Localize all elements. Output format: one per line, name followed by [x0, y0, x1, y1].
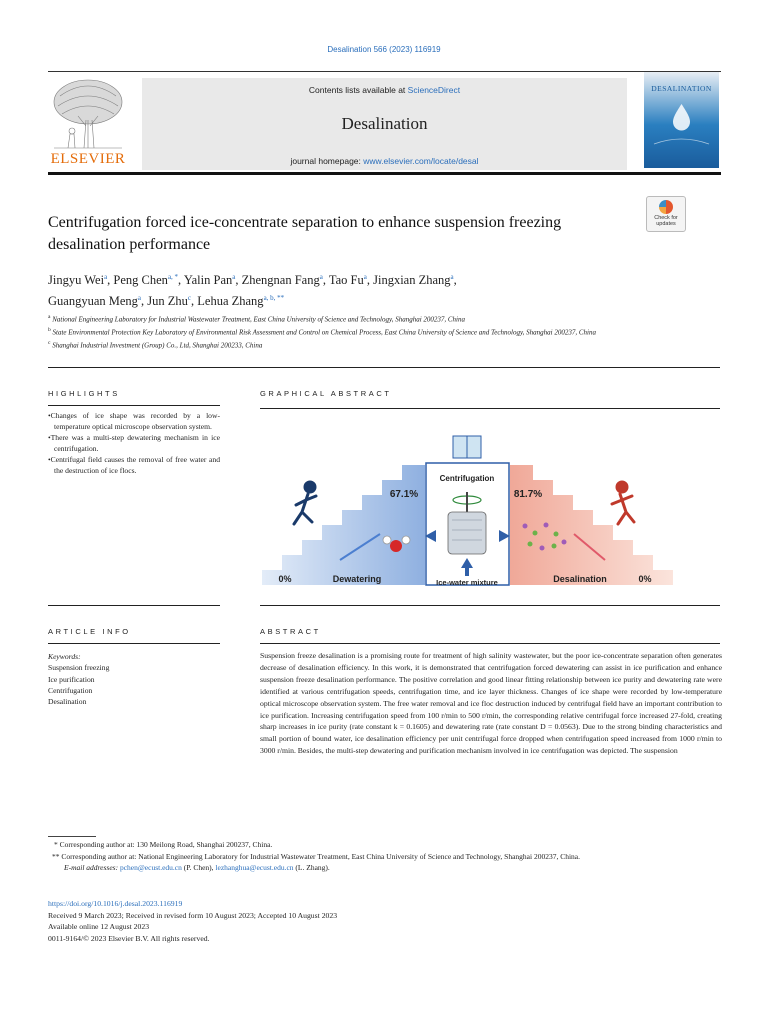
centrifuge-icon	[448, 492, 486, 554]
keyword-item: Desalination	[48, 697, 87, 707]
homepage-line	[142, 156, 627, 166]
elsevier-wordmark: ELSEVIER	[50, 151, 126, 167]
water-drop-icon	[644, 72, 719, 168]
desalination-staircase	[510, 465, 673, 585]
affiliation-text: Shanghai Industrial Investment (Group) Co., Ltd, Shanghai 200233, China	[52, 340, 263, 349]
runner-right-icon	[612, 482, 634, 524]
label-zero-left: 0%	[278, 574, 292, 584]
author-name[interactable]: Lehua Zhang	[197, 294, 264, 309]
check-for-updates-badge[interactable]	[646, 196, 686, 232]
author-name[interactable]: Jingxian Zhang	[373, 273, 451, 288]
email-who-chen: (P. Chen),	[181, 863, 216, 872]
email-label: E-mail addresses:	[64, 863, 119, 872]
book-icon	[453, 436, 481, 458]
author-separator: ,	[322, 273, 329, 288]
author-name[interactable]: Zhengnan Fang	[241, 273, 320, 288]
author-name[interactable]: Jingyu Wei	[48, 273, 105, 288]
highlight-item: • Changes of ice shape was recorded by a low-temperature optical microscope observation system.	[48, 410, 220, 432]
runner-left-icon	[294, 482, 316, 524]
affiliation-mark: a	[48, 314, 51, 320]
divider	[48, 605, 220, 606]
highlight-item: • Centrifugal field causes the removal of free water and the destruction of ice flocs.	[48, 454, 220, 476]
highlights-heading: HIGHLIGHTS	[48, 389, 120, 398]
graphical-abstract-figure[interactable]	[260, 430, 690, 590]
author-affiliation-mark[interactable]: a	[450, 273, 454, 281]
affiliation-mark: c	[48, 339, 51, 346]
author-separator: ,	[191, 294, 198, 309]
divider	[260, 408, 720, 409]
email-link-zhang[interactable]: lezhanghua@ecust.edu.cn	[215, 863, 294, 872]
contents-line	[142, 85, 627, 95]
label-centrifugation: Centrifugation	[439, 474, 495, 483]
received-dates: Received 9 March 2023; Received in revised form 10 August 2023; Accepted 10 August 2023	[48, 910, 338, 920]
keyword-item: Ice purification	[48, 674, 95, 684]
header-bottom-rule	[48, 172, 721, 175]
author-affiliation-mark[interactable]: c	[187, 294, 192, 303]
author-separator: ,	[178, 273, 184, 288]
footnotes	[48, 839, 720, 874]
journal-cover-thumbnail[interactable]	[644, 72, 719, 168]
publication-info	[48, 898, 720, 945]
cover-title: DESALINATION	[651, 84, 712, 93]
crossmark-line1: Check for	[654, 215, 678, 221]
highlight-item: • There was a multi-step dewatering mechanism in ice centrifugation.	[48, 432, 220, 454]
homepage-prefix: journal homepage:	[290, 156, 364, 166]
doi-link[interactable]: https://doi.org/10.1016/j.desal.2023.116919	[48, 899, 183, 908]
author-name[interactable]: Guangyuan Meng	[48, 294, 138, 309]
author-affiliation-mark[interactable]: a	[137, 294, 142, 303]
crossmark-icon	[659, 200, 673, 214]
affiliation	[48, 338, 688, 351]
footnote-rule	[48, 836, 96, 837]
graphical-abstract-svg	[260, 430, 690, 590]
author-list	[48, 268, 688, 310]
label-zero-right: 0%	[638, 574, 652, 584]
divider	[260, 605, 720, 606]
author-affiliation-mark[interactable]: a, *	[167, 273, 179, 281]
label-ice-water-mixture: Ice-water mixture	[436, 578, 498, 587]
author-affiliation-mark[interactable]: a	[104, 273, 108, 281]
author-separator: ,	[453, 273, 457, 288]
article-info-heading: ARTICLE INFO	[48, 627, 131, 636]
affiliations	[48, 312, 688, 350]
affiliation-text: National Engineering Laboratory for Industrial Wastewater Treatment, East China University of Science and Technology, Shanghai 200237, China	[52, 315, 465, 324]
author-separator: ,	[235, 273, 242, 288]
keyword-item: Centrifugation	[48, 685, 93, 695]
divider	[260, 643, 720, 644]
author-affiliation-mark[interactable]: a, b, **	[263, 294, 285, 303]
homepage-link[interactable]: www.elsevier.com/locate/desal	[363, 156, 479, 166]
divider	[48, 367, 720, 368]
label-dewatering: Dewatering	[332, 574, 382, 584]
affiliation	[48, 325, 688, 338]
label-pct-left: 67.1%	[389, 489, 419, 500]
elsevier-tree-icon	[48, 76, 128, 150]
footnote-corresponding-1: * Corresponding author at: 130 Meilong Road, Shanghai 200237, China.	[54, 840, 273, 849]
author-name[interactable]: Yalin Pan	[183, 273, 233, 288]
author-separator: ,	[366, 273, 374, 288]
author-separator: ,	[107, 273, 114, 288]
divider	[48, 405, 220, 406]
label-pct-right: 81.7%	[513, 489, 543, 500]
keywords	[48, 651, 220, 707]
keywords-label: Keywords:	[48, 652, 81, 661]
journal-band	[142, 78, 627, 170]
author-affiliation-mark[interactable]: a	[319, 273, 323, 281]
author-name[interactable]: Peng Chen	[113, 273, 168, 288]
journal-citation[interactable]: Desalination 566 (2023) 116919	[327, 45, 441, 54]
graphical-abstract-heading: GRAPHICAL ABSTRACT	[260, 389, 392, 398]
elsevier-logo[interactable]	[48, 76, 128, 170]
crossmark-line2: updates	[656, 221, 676, 227]
author-affiliation-mark[interactable]: a	[363, 273, 367, 281]
affiliation	[48, 312, 688, 325]
journal-name: Desalination	[341, 114, 428, 133]
email-who-zhang: (L. Zhang).	[293, 863, 330, 872]
keyword-item: Suspension freezing	[48, 663, 110, 673]
affiliation-mark: b	[48, 326, 51, 333]
sciencedirect-link[interactable]: ScienceDirect	[407, 85, 461, 95]
label-desalination: Desalination	[553, 574, 607, 584]
email-line	[48, 862, 720, 874]
available-online: Available online 12 August 2023	[48, 922, 150, 932]
contents-prefix: Contents lists available at	[308, 85, 408, 95]
article-title: Centrifugation forced ice-concentrate separation to enhance suspension freezing desalination performance	[48, 214, 562, 253]
abstract-text: Suspension freeze desalination is a promising route for treatment of high salinity wastewater, but the poor ice-concentrate separation often generates decrease of desalination efficiency. In this work, it is demonstrated that centrifugation forced dewatering can assist in ice purification and enhance suspension freeze desalination performance. The positive correlation and good linear fitting relationship between ice purity and dewatering rate were identified at various centrifugation speeds, centrifugation time, and ice layer thickness. Changes of ice shape were recorded by low-temperature optical microscope observation system. The free water removal and ice floc destruction induced by centrifugal field have an important contribution to ice purification. Increasing centrifugation speed from 100 r/min to 500 r/min, the corresponding relative centrifugal force increased 27-fold, creating sharp increases in ice purity (rate constant k = 0.1605) and dewatering rate (rate constant D = 0.0563). Due to the strong binding characteristics and small portion of bound water, ice desalination efficiency per unit centrifugal force dropped when centrifugation speed increased from 1000 r/min to 3000 r/min. Besides, the multi-step dewatering and purification mechanism involved in ice centrifugation was depicted. The suspension	[260, 651, 722, 756]
dewatering-staircase	[262, 465, 425, 585]
author-affiliation-mark[interactable]: a	[232, 273, 236, 281]
affiliation-text: State Environmental Protection Key Laboratory of Environmental Risk Assessment and Control on Chemical Process, East China University of Science and Technology, Shanghai 200237, China	[52, 328, 596, 337]
abstract-heading: ABSTRACT	[260, 627, 321, 636]
highlights-list	[48, 410, 220, 476]
author-name[interactable]: Jun Zhu	[147, 294, 188, 309]
author-name[interactable]: Tao Fu	[328, 273, 364, 288]
copyright: 0011-9164/© 2023 Elsevier B.V. All rights reserved.	[48, 934, 210, 944]
footnote-corresponding-2: ** Corresponding author at: National Engineering Laboratory for Industrial Wastewater Treatment, East China University of Science and Technology, Shanghai 200237, China.	[52, 851, 580, 861]
email-link-chen[interactable]: pchen@ecust.edu.cn	[119, 863, 182, 872]
journal-header	[48, 72, 721, 172]
author-separator: ,	[141, 294, 148, 309]
divider	[48, 643, 220, 644]
